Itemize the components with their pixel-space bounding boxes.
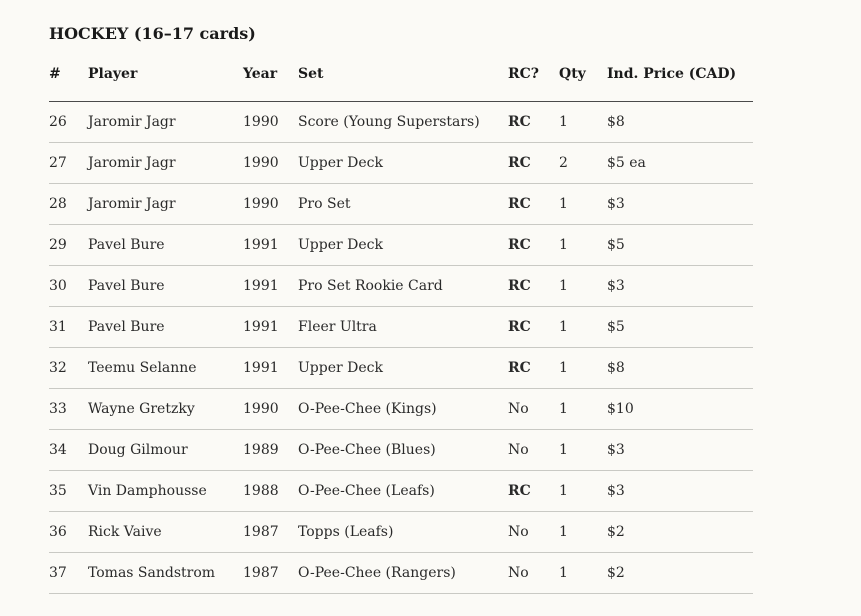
cell-set: Topps (Leafs) — [298, 512, 508, 553]
cell-qty: 1 — [559, 307, 607, 348]
table-row — [49, 102, 753, 143]
cards-table — [49, 65, 753, 594]
table-row — [49, 348, 753, 389]
cell-price: $8 — [607, 102, 753, 143]
table-row — [49, 307, 753, 348]
cell-player: Vin Damphousse — [88, 471, 243, 512]
cell-player: Jaromir Jagr — [88, 102, 243, 143]
cell-set: Upper Deck — [298, 348, 508, 389]
table-row — [49, 184, 753, 225]
table-row — [49, 471, 753, 512]
cell-year: 1991 — [243, 348, 298, 389]
cell-rc: No — [508, 512, 559, 553]
cell-set: Upper Deck — [298, 143, 508, 184]
cell-number: 28 — [49, 184, 88, 225]
hockey-section — [49, 22, 753, 594]
cell-set: Fleer Ultra — [298, 307, 508, 348]
cell-player: Rick Vaive — [88, 512, 243, 553]
cell-year: 1987 — [243, 553, 298, 594]
cell-qty: 1 — [559, 184, 607, 225]
cell-player: Wayne Gretzky — [88, 389, 243, 430]
cell-qty: 1 — [559, 266, 607, 307]
cell-set: Score (Young Superstars) — [298, 102, 508, 143]
cell-price: $2 — [607, 512, 753, 553]
cell-set: Pro Set Rookie Card — [298, 266, 508, 307]
cell-rc: RC — [508, 102, 559, 143]
cell-year: 1990 — [243, 184, 298, 225]
column-header-player: Player — [88, 65, 243, 102]
cell-qty: 2 — [559, 143, 607, 184]
cell-player: Pavel Bure — [88, 225, 243, 266]
cell-player: Doug Gilmour — [88, 430, 243, 471]
cell-year: 1989 — [243, 430, 298, 471]
cell-rc: No — [508, 389, 559, 430]
cell-number: 33 — [49, 389, 88, 430]
cell-number: 29 — [49, 225, 88, 266]
table-row — [49, 389, 753, 430]
table-row — [49, 512, 753, 553]
table-row — [49, 553, 753, 594]
cell-number: 32 — [49, 348, 88, 389]
cell-price: $3 — [607, 184, 753, 225]
cell-price: $5 — [607, 307, 753, 348]
cell-year: 1990 — [243, 143, 298, 184]
cell-set: O-Pee-Chee (Rangers) — [298, 553, 508, 594]
cell-number: 26 — [49, 102, 88, 143]
cell-year: 1987 — [243, 512, 298, 553]
table-row — [49, 143, 753, 184]
cell-year: 1991 — [243, 266, 298, 307]
table-row — [49, 225, 753, 266]
cell-qty: 1 — [559, 225, 607, 266]
cell-price: $3 — [607, 471, 753, 512]
cell-qty: 1 — [559, 553, 607, 594]
cell-set: Upper Deck — [298, 225, 508, 266]
cell-number: 27 — [49, 143, 88, 184]
cell-year: 1991 — [243, 225, 298, 266]
cell-rc: RC — [508, 348, 559, 389]
cell-rc: No — [508, 430, 559, 471]
table-header-row — [49, 65, 753, 102]
cell-price: $10 — [607, 389, 753, 430]
cell-number: 36 — [49, 512, 88, 553]
section-title: HOCKEY (16–17 cards) — [49, 24, 256, 43]
cell-qty: 1 — [559, 512, 607, 553]
cell-set: O-Pee-Chee (Blues) — [298, 430, 508, 471]
cell-set: Pro Set — [298, 184, 508, 225]
column-header-number: # — [49, 65, 88, 102]
column-header-price: Ind. Price (CAD) — [607, 65, 753, 102]
cell-player: Teemu Selanne — [88, 348, 243, 389]
cell-number: 30 — [49, 266, 88, 307]
cell-rc: RC — [508, 307, 559, 348]
cell-rc: RC — [508, 143, 559, 184]
cell-qty: 1 — [559, 102, 607, 143]
cell-year: 1991 — [243, 307, 298, 348]
cell-set: O-Pee-Chee (Leafs) — [298, 471, 508, 512]
cell-set: O-Pee-Chee (Kings) — [298, 389, 508, 430]
cell-price: $5 ea — [607, 143, 753, 184]
cell-year: 1990 — [243, 389, 298, 430]
cell-qty: 1 — [559, 430, 607, 471]
table-body — [49, 102, 753, 594]
cell-rc: RC — [508, 471, 559, 512]
column-header-qty: Qty — [559, 65, 607, 102]
cell-price: $3 — [607, 430, 753, 471]
cell-qty: 1 — [559, 389, 607, 430]
cell-price: $2 — [607, 553, 753, 594]
cell-price: $8 — [607, 348, 753, 389]
cell-qty: 1 — [559, 348, 607, 389]
cell-number: 31 — [49, 307, 88, 348]
cell-rc: RC — [508, 225, 559, 266]
cell-player: Pavel Bure — [88, 266, 243, 307]
cell-number: 35 — [49, 471, 88, 512]
cell-price: $5 — [607, 225, 753, 266]
cell-price: $3 — [607, 266, 753, 307]
cell-player: Pavel Bure — [88, 307, 243, 348]
table-row — [49, 430, 753, 471]
cell-number: 37 — [49, 553, 88, 594]
cell-player: Jaromir Jagr — [88, 184, 243, 225]
cell-rc: RC — [508, 266, 559, 307]
cell-rc: RC — [508, 184, 559, 225]
cell-player: Jaromir Jagr — [88, 143, 243, 184]
cell-rc: No — [508, 553, 559, 594]
cell-year: 1988 — [243, 471, 298, 512]
cell-number: 34 — [49, 430, 88, 471]
column-header-set: Set — [298, 65, 508, 102]
column-header-year: Year — [243, 65, 298, 102]
cell-player: Tomas Sandstrom — [88, 553, 243, 594]
table-row — [49, 266, 753, 307]
cell-qty: 1 — [559, 471, 607, 512]
cell-year: 1990 — [243, 102, 298, 143]
column-header-rc: RC? — [508, 65, 559, 102]
